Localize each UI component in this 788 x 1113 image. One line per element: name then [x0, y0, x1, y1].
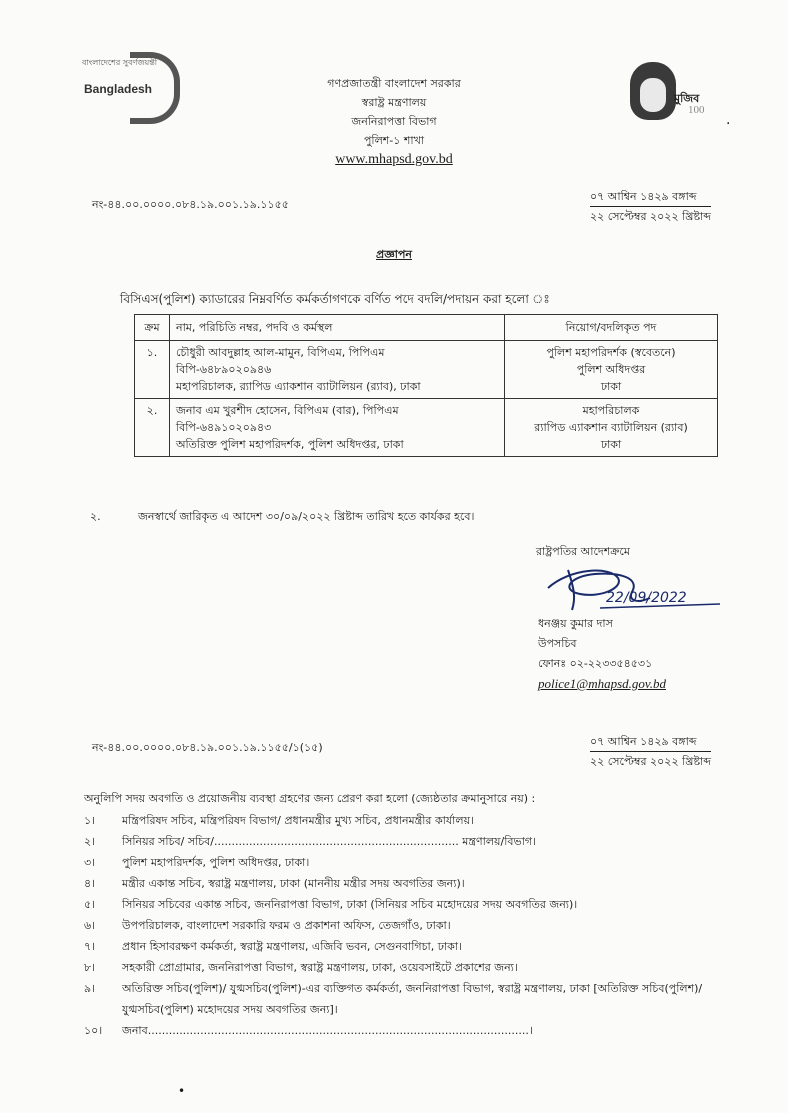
memo-date — [590, 188, 711, 226]
header-name: নাম, পরিচিতি নম্বর, পদবি ও কর্মস্থল — [170, 315, 505, 341]
posting-table — [134, 314, 718, 457]
list-item — [84, 1020, 734, 1041]
government-header — [0, 74, 788, 169]
list-item-number: ৭। — [84, 940, 96, 953]
officer-current-post: মহাপরিচালক, র‍্যাপিড এ্যাকশান ব্যাটালিয়ন (র‍্যাব), ঢাকা — [176, 380, 421, 393]
notice-title — [0, 246, 788, 265]
list-item-number: ৯। — [84, 982, 96, 995]
list-item-number: ২। — [84, 835, 96, 848]
paragraph-text: জনস্বার্থে জারিকৃত এ আদেশ ৩০/০৯/২০২২ খ্রিষ্টাব্দ তারিখ হতে কার্যকর হবে। — [138, 510, 475, 523]
row-details — [170, 341, 505, 399]
logo-small-text: বাংলাদেশের সুবর্ণজয়ন্তী — [82, 58, 158, 67]
list-item — [84, 915, 734, 936]
officer-id: বিপি-৬৪৯১০২০৯৪৩ — [176, 421, 272, 434]
date2-bangla: ০৭ আশ্বিন ১৪২৯ বঙ্গাব্দ — [590, 735, 697, 748]
list-item-number: ৩। — [84, 856, 96, 869]
signatory-phone: ফোনঃ ০২-২২৩৩৫৪৫৩১ — [538, 657, 653, 670]
list-item-text: জনাব.............................................................................................................। — [122, 1024, 533, 1037]
stray-dot: • — [178, 1084, 186, 1098]
list-item-number: ৮। — [84, 961, 96, 974]
list-item-number: ৪। — [84, 877, 96, 890]
website-link[interactable]: www.mhapsd.gov.bd — [335, 152, 453, 167]
row-serial: ২. — [135, 399, 170, 457]
signatory-designation: উপসচিব — [538, 637, 577, 650]
officer-name: জনাব এম খুরশীদ হোসেন, বিপিএম (বার), পিপিএম — [176, 404, 399, 417]
notice-title-text: প্রজ্ঞাপন — [376, 248, 412, 261]
list-item-text: মন্ত্রীর একান্ত সচিব, স্বরাষ্ট্র মন্ত্রণালয়, ঢাকা (মাননীয় মন্ত্রীর সদয় অবগতির জন্য)। — [122, 877, 465, 890]
signed-date: 22/09/2022 — [606, 590, 687, 606]
list-item — [84, 894, 734, 915]
list-item — [84, 852, 734, 873]
list-item-text: সিনিয়র সচিব/ সচিব/...................................................................... মন্ত্রণালয়/বিভাগ। — [122, 835, 537, 848]
list-item-text: পুলিশ মহাপরিদর্শক, পুলিশ অধিদপ্তর, ঢাকা। — [122, 856, 310, 869]
list-item — [84, 810, 734, 831]
new-post-line: মহাপরিচালক — [582, 404, 640, 417]
table-header-row — [135, 315, 718, 341]
logo-text: Bangladesh — [84, 82, 153, 96]
list-item-text: মন্ত্রিপরিষদ সচিব, মন্ত্রিপরিষদ বিভাগ/ প্রধানমন্ত্রীর মুখ্য সচিব, প্রধানমন্ত্রীর কার্যালয়। — [122, 814, 474, 827]
gov-line-3: জননিরাপত্তা বিভাগ — [351, 115, 437, 128]
row-new-post — [505, 341, 718, 399]
list-item-number: ১০। — [84, 1024, 103, 1037]
signature-image — [540, 558, 730, 618]
row-new-post — [505, 399, 718, 457]
portrait-number: 100 — [688, 104, 705, 116]
date-bangla: ০৭ আশ্বিন ১৪২৯ বঙ্গাব্দ — [590, 190, 697, 203]
memo2-number: নং-৪৪.০০.০০০০.০৮৪.১৯.০০১.১৯.১১৫৫/১(১৫) — [92, 741, 323, 754]
list-item-number: ৫। — [84, 898, 96, 911]
table-row — [135, 341, 718, 399]
officer-current-post: অতিরিক্ত পুলিশ মহাপরিদর্শক, পুলিশ অধিদপ্তর, ঢাকা — [176, 438, 404, 451]
officer-name: চৌধুরী আবদুল্লাহ আল-মামুন, বিপিএম, পিপিএম — [176, 346, 385, 359]
copy-list — [84, 810, 734, 1041]
list-item-number: ১। — [84, 814, 96, 827]
memo2-date — [590, 733, 711, 771]
header-serial: ক্রম — [135, 315, 170, 341]
new-post-line: র‍্যাপিড এ্যাকশান ব্যাটালিয়ন (র‍্যাব) — [534, 421, 688, 434]
list-item — [84, 957, 734, 978]
table-row — [135, 399, 718, 457]
order-text: রাষ্ট্রপতির আদেশক্রমে — [536, 545, 630, 558]
officer-id: বিপি-৬৪৮৯০২০৯৪৬ — [176, 363, 272, 376]
list-item — [84, 936, 734, 957]
portrait-dot: . — [726, 112, 731, 128]
list-item-text: অতিরিক্ত সচিব(পুলিশ)/ যুগ্মসচিব(পুলিশ)-এর ব্যক্তিগত কর্মকর্তা, জননিরাপত্তা বিভাগ, স্বরাষ্ট্র মন্ত্রণালয়, ঢাকা [অতিরিক্ত সচিব(পুলিশ)/ যুগ্মসচিব(পুলিশ) মহোদয়ের সদয় অবগতির জন্য]। — [122, 982, 703, 1016]
list-item — [84, 978, 734, 1020]
gov-line-4: পুলিশ-১ শাখা — [363, 134, 425, 147]
gov-line-2: স্বরাষ্ট্র মন্ত্রণালয় — [361, 96, 427, 109]
paragraph-2 — [90, 508, 474, 527]
new-post-line: ঢাকা — [600, 438, 622, 451]
list-item — [84, 873, 734, 894]
portrait-caption: মুজিব — [674, 92, 700, 105]
date-gregorian: ২২ সেপ্টেম্বর ২০২২ খ্রিষ্টাব্দ — [590, 206, 711, 226]
new-post-line: পুলিশ মহাপরিদর্শক (স্ববেতনে) — [546, 346, 676, 359]
header-new-post: নিয়োগ/বদলিকৃত পদ — [505, 315, 718, 341]
list-item-text: সিনিয়র সচিবের একান্ত সচিব, জননিরাপত্তা বিভাগ, ঢাকা (সিনিয়র সচিব মহোদয়ের সদয় অবগতির জন্য)। — [122, 898, 578, 911]
list-item-text: প্রধান হিসাবরক্ষণ কর্মকর্তা, স্বরাষ্ট্র মন্ত্রণালয়, এজিবি ভবন, সেগুনবাগিচা, ঢাকা। — [122, 940, 462, 953]
row-details — [170, 399, 505, 457]
row-serial: ১. — [135, 341, 170, 399]
list-item — [84, 831, 734, 852]
paragraph-number: ২. — [90, 510, 101, 523]
intro-text: বিসিএস(পুলিশ) ক্যাডারের নিম্নবর্ণিত কর্মকর্তাগণকে বর্ণিত পদে বদলি/পদায়ন করা হলো ঃ — [120, 292, 550, 306]
signatory-name: ধনঞ্জয় কুমার দাস — [538, 617, 613, 630]
gov-line-1: গণপ্রজাতন্ত্রী বাংলাদেশ সরকার — [327, 77, 461, 90]
copy-intro: অনুলিপি সদয় অবগতি ও প্রয়োজনীয় ব্যবস্থা গ্রহণের জন্য প্রেরণ করা হলো (জ্যেষ্ঠতার ক্রমানুসারে নয়) : — [84, 792, 536, 805]
signatory-email[interactable]: police1@mhapsd.gov.bd — [538, 676, 666, 691]
list-item-text: সহকারী প্রোগ্রামার, জননিরাপত্তা বিভাগ, স্বরাষ্ট্র মন্ত্রণালয়, ঢাকা, ওয়েবসাইটে প্রকাশের জন্য। — [122, 961, 518, 974]
date2-gregorian: ২২ সেপ্টেম্বর ২০২২ খ্রিষ্টাব্দ — [590, 751, 711, 771]
new-post-line: পুলিশ অধিদপ্তর — [576, 363, 646, 376]
list-item-text: উপপরিচালক, বাংলাদেশ সরকারি ফরম ও প্রকাশনা অফিস, তেজগাঁও, ঢাকা। — [122, 919, 451, 932]
list-item-number: ৬। — [84, 919, 96, 932]
signatory — [538, 614, 666, 694]
new-post-line: ঢাকা — [600, 380, 622, 393]
memo-number: নং-৪৪.০০.০০০০.০৮৪.১৯.০০১.১৯.১১৫৫ — [92, 198, 289, 211]
